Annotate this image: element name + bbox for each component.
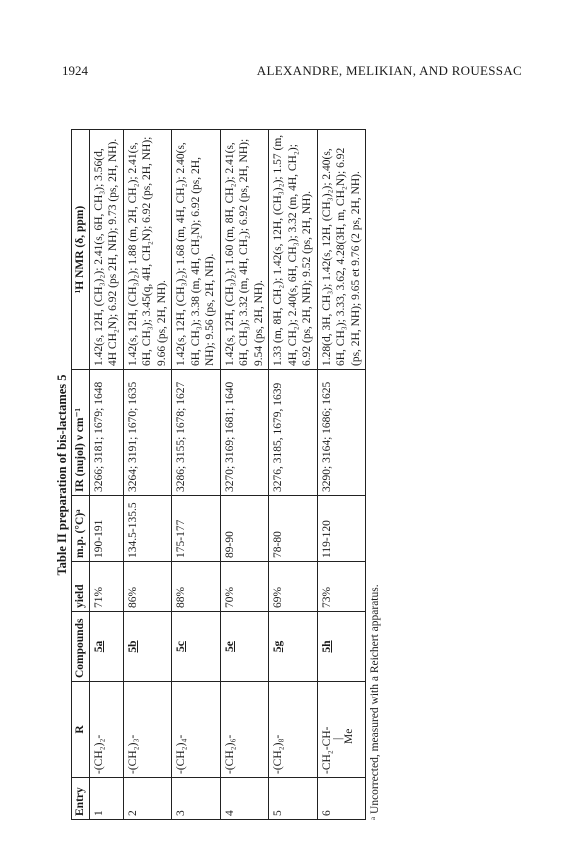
table-row xyxy=(172,130,221,820)
cell-r: -(CH₂)₈- xyxy=(269,682,318,778)
col-header-compounds: Compounds xyxy=(72,612,90,682)
cell-ir: 3266; 3181; 1679; 1648 xyxy=(89,370,123,496)
r-substituent: Me xyxy=(343,728,355,744)
r-chain: -CH₂-CH- xyxy=(320,726,333,774)
cell-yield: 69% xyxy=(269,562,318,612)
cell-yield: 71% xyxy=(89,562,123,612)
cell-ir: 3264; 3191; 1670; 1635 xyxy=(123,370,172,496)
cell-mp: 119-120 xyxy=(317,496,366,562)
cell-yield: 73% xyxy=(317,562,366,612)
cell-nmr: 1.28(d, 3H, CH₃); 1.42(s, 12H, (CH₃)₂); 2.40(s, 6H, CH₃); 3.33, 3.62, 4.28(3H, m, CH₂N); 6.92 (ps, 2H, NH); 9.65 et 9.76 (2 ps, 2H, NH). xyxy=(317,130,366,370)
running-head: ALEXANDRE, MELIKIAN, AND ROUESSAC xyxy=(256,63,522,78)
cell-entry: 6 xyxy=(317,778,366,820)
col-header-r: R xyxy=(72,682,90,778)
cell-compound: 5a xyxy=(89,612,123,682)
cell-entry: 1 xyxy=(89,778,123,820)
table-row xyxy=(89,130,123,820)
cell-r xyxy=(317,682,366,778)
col-header-nmr: ¹H NMR (δ, ppm) xyxy=(72,130,90,370)
cell-compound: 5g xyxy=(269,612,318,682)
cell-ir: 3286; 3155; 1678; 1627 xyxy=(172,370,221,496)
cell-compound: 5c xyxy=(172,612,221,682)
cell-r: -(CH₂)₃- xyxy=(123,682,172,778)
cell-compound: 5h xyxy=(317,612,366,682)
cell-r: -(CH₂)₄- xyxy=(172,682,221,778)
cell-yield: 70% xyxy=(220,562,269,612)
cell-mp: 89-90 xyxy=(220,496,269,562)
bis-lactames-table xyxy=(71,129,366,820)
table-row xyxy=(220,130,269,820)
cell-mp: 175-177 xyxy=(172,496,221,562)
table-header-row xyxy=(72,130,90,820)
cell-nmr: 1.42(s, 12H, (CH₃)₂); 1.60 (m, 8H, CH₂); 2.41(s, 6H, CH₃); 3.32 (m, 4H, CH₂); 6.92 (ps, 2H, NH); 9.54 (ps, 2H, NH). xyxy=(220,130,269,370)
col-header-mp: m.p. (°C)ᵃ xyxy=(72,496,90,562)
cell-yield: 86% xyxy=(123,562,172,612)
cell-ir: 3276, 3185, 1679, 1639 xyxy=(269,370,318,496)
table-row xyxy=(269,130,318,820)
cell-compound: 5e xyxy=(220,612,269,682)
cell-mp: 190-191 xyxy=(89,496,123,562)
table-row xyxy=(317,130,366,820)
rotated-table-block xyxy=(55,130,525,820)
page-number: 1924 xyxy=(62,63,88,78)
cell-nmr: 1.42(s, 12H, (CH₃)₂); 2.41(s, 6H, CH₃); 3.56(d, 4H CH₂N); 6.92 (ps 2H, NH); 9.73 (ps, 2H, NH). xyxy=(89,130,123,370)
cell-entry: 5 xyxy=(269,778,318,820)
cell-entry: 3 xyxy=(172,778,221,820)
cell-mp: 78-80 xyxy=(269,496,318,562)
col-header-entry: Entry xyxy=(72,778,90,820)
cell-yield: 88% xyxy=(172,562,221,612)
table-row xyxy=(123,130,172,820)
table-title: Table II preparation of bis-lactames 5 xyxy=(55,374,69,576)
cell-ir: 3290; 3164; 1686; 1625 xyxy=(317,370,366,496)
cell-nmr: 1.42(s, 12H, (CH₃)₂); 1.88 (m, 2H, CH₂); 2.41(s, 6H, CH₃); 3.45(q, 4H, CH₂N); 6.92 (ps, 2H, NH); 9.66 (ps, 2H, NH). xyxy=(123,130,172,370)
cell-compound: 5b xyxy=(123,612,172,682)
cell-ir: 3270; 3169; 1681; 1640 xyxy=(220,370,269,496)
cell-entry: 4 xyxy=(220,778,269,820)
cell-r: -(CH₂)₆- xyxy=(220,682,269,778)
cell-nmr: 1.42(s, 12H, (CH₃)₂); 1.68 (m, 4H, CH₂); 2.40(s, 6H, CH₃); 3.38 (m, 4H, CH₂N); 6.92 (ps, 2H, NH); 9.56 (ps, 2H, NH). xyxy=(172,130,221,370)
col-header-yield: yield xyxy=(72,562,90,612)
branch-bond-mark: | xyxy=(332,737,344,740)
cell-entry: 2 xyxy=(123,778,172,820)
table-footnote: ᵃ Uncorrected, measured with a Reichert apparatus. xyxy=(369,584,381,820)
col-header-ir: IR (nujol) ν cm⁻¹ xyxy=(72,370,90,496)
cell-nmr: 1.33 (m, 8H, CH₂); 1.42(s, 12H, (CH₃)₂); 1.57 (m, 4H, CH₂); 2.40(s, 6H, CH₃); 3.32 (m, 4H, CH₂); 6.92 (ps, 2H, NH); 9.52 (ps, 2H, NH). xyxy=(269,130,318,370)
cell-mp: 134.5-135.5 xyxy=(123,496,172,562)
rotated-table-area xyxy=(55,130,525,820)
cell-r: -(CH₂)₂- xyxy=(89,682,123,778)
